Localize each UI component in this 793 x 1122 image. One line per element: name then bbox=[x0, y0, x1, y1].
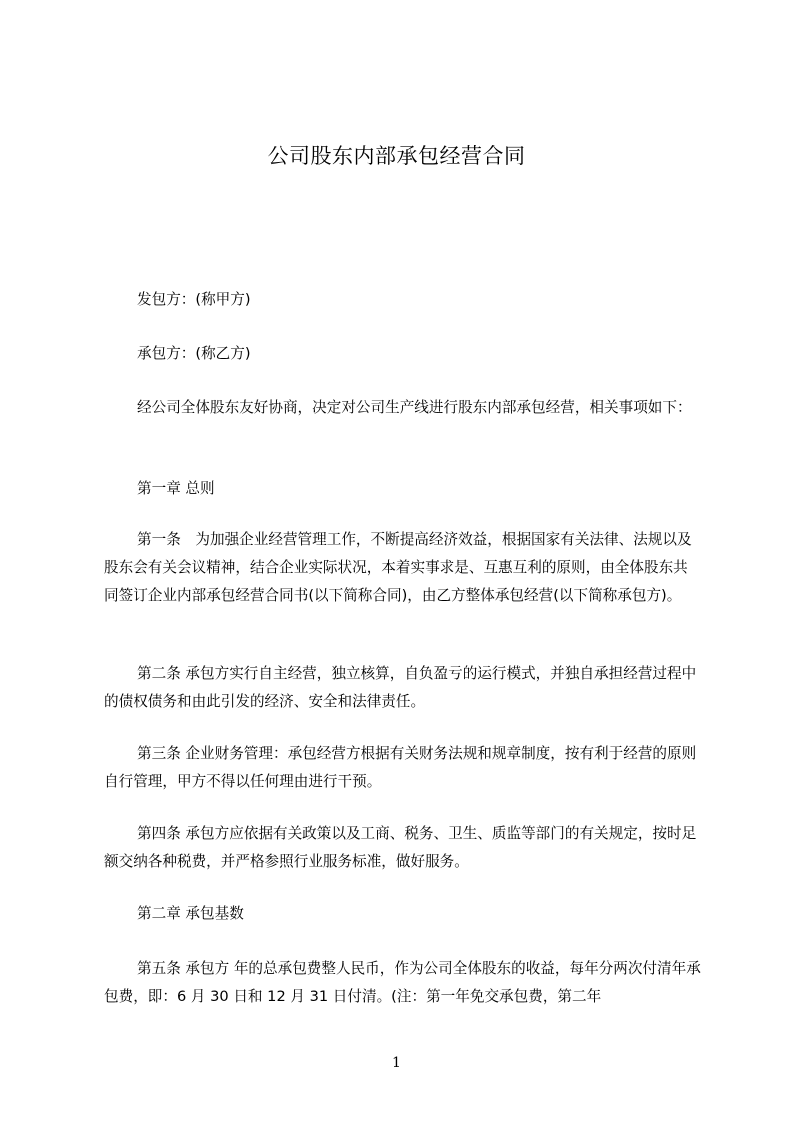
article-paragraph: 第二条 承包方实行自主经营，独立核算，自负盈亏的运行模式，并独自承担经营过程中的债权债务和由此引发的经济、安全和法律责任。 bbox=[104, 665, 697, 710]
article-paragraph: 第四条 承包方应依据有关政策以及工商、税务、卫生、质监等部门的有关规定，按时足额交纳各种税费，并严格参照行业服务标准，做好服务。 bbox=[104, 825, 697, 870]
page-number: 1 bbox=[392, 1055, 401, 1071]
party-b-line: 承包方：(称乙方) bbox=[137, 345, 251, 362]
document-title: 公司股东内部承包经营合同 bbox=[267, 144, 526, 168]
intro-paragraph: 经公司全体股东友好协商，决定对公司生产线进行股东内部承包经营，相关事项如下： bbox=[137, 399, 692, 416]
article-paragraph: 第五条 承包方 年的总承包费整人民币，作为公司全体股东的收益，每年分两次付清年承包费，即：6 月 30 日和 12 月 31 日付清。(注：第一年免交承包费，第二年 bbox=[104, 960, 701, 1005]
article-paragraph: 第三条 企业财务管理：承包经营方根据有关财务法规和规章制度，按有利于经营的原则自行管理，甲方不得以任何理由进行干预。 bbox=[104, 745, 697, 790]
article-paragraph: 第一条 为加强企业经营管理工作，不断提高经济效益，根据国家有关法律、法规以及股东会有关会议精神，结合企业实际状况，本着实事求是、互惠互利的原则，由全体股东共同签订企业内部承包经营合同书(以下简称合同)，由乙方整体承包经营(以下简称承包方)。 bbox=[104, 531, 692, 604]
chapter-heading: 第一章 总则 bbox=[137, 480, 215, 497]
chapter-heading: 第二章 承包基数 bbox=[137, 905, 244, 922]
party-a-line: 发包方：(称甲方) bbox=[137, 291, 251, 308]
